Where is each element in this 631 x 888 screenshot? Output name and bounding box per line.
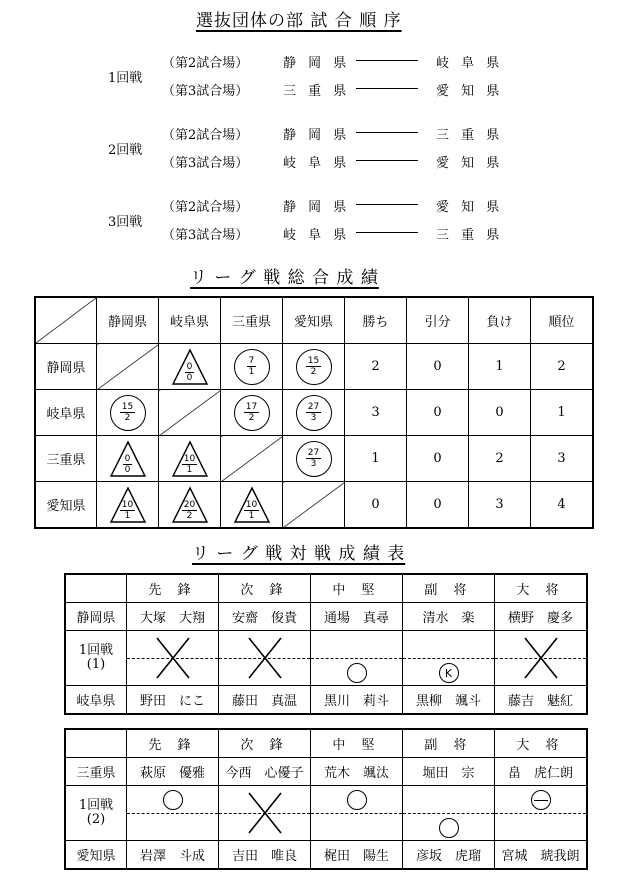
position-header-cell: 中 堅	[311, 729, 403, 758]
position-header-cell: 副 将	[403, 729, 495, 758]
league-team-name: 三重県	[35, 436, 97, 482]
top-team-row	[65, 758, 587, 786]
league-team-name: 静岡県	[35, 344, 97, 390]
away-team: 愛 知 県	[436, 156, 504, 171]
result-row	[65, 631, 587, 686]
win-circle-icon	[110, 395, 146, 431]
court-label: （第2試合場）	[162, 200, 249, 215]
score-points: 27	[307, 448, 320, 458]
player-name: 宮城 琥我朗	[495, 841, 588, 870]
player-name: 梶田 陽生	[311, 841, 403, 870]
mark-wrap	[221, 482, 282, 527]
result-mark-wrap	[495, 790, 586, 810]
bout-result-cell	[495, 786, 588, 841]
league-result-cell	[283, 390, 345, 436]
score-points: 0	[186, 361, 193, 372]
league-lose-cell: 3	[469, 482, 531, 529]
league-result-cell	[97, 390, 159, 436]
top-team-row	[65, 603, 587, 631]
dashed-divider	[311, 658, 402, 659]
round-label: 2回戦	[108, 143, 143, 158]
player-name: 黒柳 颯斗	[403, 686, 495, 715]
bout-result-cell	[127, 786, 219, 841]
vs-line	[356, 232, 418, 233]
league-result-cell	[283, 344, 345, 390]
corner-diagonal-cell	[35, 297, 97, 344]
win-circle-icon	[347, 790, 367, 810]
league-header-cell: 勝ち	[345, 297, 407, 344]
round-label: 1回戦	[78, 643, 114, 658]
score-fraction	[247, 356, 257, 377]
draw-cross-icon	[127, 631, 218, 685]
draw-cross-icon	[495, 631, 586, 685]
league-win-cell: 3	[345, 390, 407, 436]
dashed-divider	[127, 813, 218, 814]
result-mark-wrap	[403, 663, 494, 683]
league-lose-cell: 0	[469, 390, 531, 436]
score-wins: 2	[186, 510, 193, 521]
league-result-cell	[97, 436, 159, 482]
score-fraction	[306, 448, 321, 469]
bottom-team-name: 愛知県	[65, 841, 127, 870]
blank-corner-cell	[65, 574, 127, 603]
league-header-cell: 岐阜県	[159, 297, 221, 344]
win-circle-icon	[296, 441, 332, 477]
player-name: 黒川 莉斗	[311, 686, 403, 715]
schedule-title: 選抜団体の部 試 合 順 序	[196, 11, 402, 31]
league-result-cell	[97, 482, 159, 529]
mark-wrap	[221, 390, 282, 435]
match-table-2	[64, 728, 588, 870]
round-label-cell	[65, 786, 127, 841]
league-header-cell: 引分	[407, 297, 469, 344]
league-team-name: 愛知県	[35, 482, 97, 529]
score-fraction	[171, 362, 209, 383]
position-header-cell: 次 鋒	[219, 574, 311, 603]
league-win-cell: 1	[345, 436, 407, 482]
player-name: 横野 慶多	[495, 603, 588, 631]
mark-wrap	[159, 436, 220, 481]
player-name: 藤田 真温	[219, 686, 311, 715]
score-fraction	[171, 454, 209, 475]
league-header-cell: 負け	[469, 297, 531, 344]
mark-wrap	[159, 344, 220, 389]
loss-triangle-icon	[171, 440, 209, 478]
score-fraction	[306, 402, 321, 423]
mark-wrap	[283, 390, 344, 435]
league-draw-cell: 0	[407, 482, 469, 529]
player-name: 安齋 俊貴	[219, 603, 311, 631]
league-header-cell: 静岡県	[97, 297, 159, 344]
score-points: 10	[121, 499, 134, 510]
bout-result-cell	[311, 786, 403, 841]
away-team: 愛 知 県	[436, 84, 504, 99]
bottom-team-row	[65, 841, 587, 870]
away-team: 三 重 県	[436, 128, 504, 143]
loss-triangle-icon	[171, 486, 209, 524]
league-diagonal-cell	[159, 390, 221, 436]
league-rank-cell: 3	[531, 436, 594, 482]
loss-triangle-icon	[109, 486, 147, 524]
court-label: （第2試合場）	[162, 128, 249, 143]
score-wins: 2	[124, 413, 131, 423]
player-name: 通場 真尋	[311, 603, 403, 631]
player-name: 吉田 唯良	[219, 841, 311, 870]
vs-line	[356, 88, 418, 89]
score-wins: 2	[310, 367, 317, 377]
draw-cross-icon	[219, 786, 310, 840]
win-circle-icon	[296, 395, 332, 431]
position-header-cell: 次 鋒	[219, 729, 311, 758]
league-draw-cell: 0	[407, 436, 469, 482]
player-name: 今西 心優子	[219, 758, 311, 786]
league-diagonal-cell	[221, 436, 283, 482]
league-title: リ ー グ 戦 総 合 成 績	[190, 268, 379, 288]
player-name: 彦坂 虎瑠	[403, 841, 495, 870]
player-name: 大塚 大翔	[127, 603, 219, 631]
position-header-cell: 大 将	[495, 729, 588, 758]
round-label: 1回戦	[108, 71, 143, 86]
score-wins: 0	[186, 372, 193, 383]
league-result-cell	[221, 344, 283, 390]
league-result-cell	[283, 436, 345, 482]
league-row	[35, 344, 593, 390]
result-row	[65, 786, 587, 841]
league-win-cell: 2	[345, 344, 407, 390]
win-circle-icon	[347, 663, 367, 683]
vs-line	[356, 132, 418, 133]
mark-wrap	[221, 344, 282, 389]
position-header-cell: 大 将	[495, 574, 588, 603]
circle-minus-icon	[531, 790, 551, 810]
result-mark-wrap	[403, 818, 494, 838]
league-rank-cell: 1	[531, 390, 594, 436]
top-team-name: 三重県	[65, 758, 127, 786]
league-result-cell	[159, 436, 221, 482]
win-circle-icon	[439, 818, 459, 838]
league-row	[35, 436, 593, 482]
court-label: （第2試合場）	[162, 56, 249, 71]
court-label: （第3試合場）	[162, 84, 249, 99]
bout-result-cell	[403, 786, 495, 841]
league-draw-cell: 0	[407, 390, 469, 436]
round-number: (2)	[86, 812, 106, 827]
bottom-team-row	[65, 686, 587, 715]
league-draw-cell: 0	[407, 344, 469, 390]
player-name: 萩原 優雅	[127, 758, 219, 786]
league-header-cell: 三重県	[221, 297, 283, 344]
league-win-cell: 0	[345, 482, 407, 529]
league-row	[35, 390, 593, 436]
score-fraction	[171, 500, 209, 521]
bout-result-cell	[219, 631, 311, 686]
league-header-cell: 愛知県	[283, 297, 345, 344]
score-wins: 2	[248, 413, 255, 423]
league-table	[34, 296, 594, 529]
mark-wrap	[283, 436, 344, 481]
score-points: 17	[245, 402, 258, 412]
win-circle-icon	[234, 395, 270, 431]
bout-result-cell	[219, 786, 311, 841]
bottom-team-name: 岐阜県	[65, 686, 127, 715]
league-result-cell	[221, 482, 283, 529]
score-fraction	[233, 500, 271, 521]
player-name: 清水 楽	[403, 603, 495, 631]
round-label: 1回戦	[78, 798, 114, 813]
score-fraction	[109, 454, 147, 475]
circle-k-icon: K	[439, 663, 459, 683]
mark-wrap	[97, 390, 158, 435]
score-fraction	[120, 402, 135, 423]
home-team: 三 重 県	[283, 84, 351, 99]
score-wins: 1	[248, 367, 255, 377]
bout-result-cell	[311, 631, 403, 686]
score-wins: 0	[124, 464, 131, 475]
score-wins: 1	[186, 464, 193, 475]
mark-wrap	[97, 482, 158, 527]
court-label: （第3試合場）	[162, 228, 249, 243]
score-points: 7	[248, 356, 255, 366]
player-name: 堀田 宗	[403, 758, 495, 786]
bout-result-cell	[403, 631, 495, 686]
score-points: 10	[183, 453, 196, 464]
score-fraction	[244, 402, 259, 423]
loss-triangle-icon	[109, 440, 147, 478]
score-wins: 1	[248, 510, 255, 521]
home-team: 岐 阜 県	[283, 228, 351, 243]
dashed-divider	[495, 813, 586, 814]
score-points: 15	[307, 356, 320, 366]
league-rank-cell: 2	[531, 344, 594, 390]
position-header-cell: 先 鋒	[127, 729, 219, 758]
score-points: 27	[307, 402, 320, 412]
result-mark-wrap	[127, 790, 218, 810]
vs-line	[356, 160, 418, 161]
mark-wrap	[97, 436, 158, 481]
result-mark-wrap	[311, 663, 402, 683]
away-team: 三 重 県	[436, 228, 504, 243]
score-points: 20	[183, 499, 196, 510]
league-result-cell	[221, 390, 283, 436]
position-header-row	[65, 574, 587, 603]
league-header-cell: 順位	[531, 297, 594, 344]
player-name: 野田 にこ	[127, 686, 219, 715]
league-rank-cell: 4	[531, 482, 594, 529]
match-table-1	[64, 573, 588, 715]
score-wins: 3	[310, 459, 317, 469]
vs-line	[356, 204, 418, 205]
blank-corner-cell	[65, 729, 127, 758]
dashed-divider	[311, 813, 402, 814]
home-team: 岐 阜 県	[283, 156, 351, 171]
score-fraction	[306, 356, 321, 377]
player-name: 荒木 颯汰	[311, 758, 403, 786]
league-diagonal-cell	[283, 482, 345, 529]
away-team: 岐 阜 県	[436, 56, 504, 71]
away-team: 愛 知 県	[436, 200, 504, 215]
league-team-name: 岐阜県	[35, 390, 97, 436]
league-diagonal-cell	[97, 344, 159, 390]
loss-triangle-icon	[233, 486, 271, 524]
home-team: 静 岡 県	[283, 200, 351, 215]
score-fraction	[109, 500, 147, 521]
player-name: 岩澤 斗成	[127, 841, 219, 870]
round-label-cell	[65, 631, 127, 686]
league-lose-cell: 2	[469, 436, 531, 482]
position-header-cell: 副 将	[403, 574, 495, 603]
league-header-row	[35, 297, 593, 344]
vs-line	[356, 60, 418, 61]
round-number: (1)	[86, 657, 106, 672]
home-team: 静 岡 県	[283, 56, 351, 71]
league-result-cell	[159, 344, 221, 390]
win-circle-icon	[163, 790, 183, 810]
position-header-row	[65, 729, 587, 758]
player-name: 畠 虎仁朗	[495, 758, 588, 786]
bout-result-cell	[127, 631, 219, 686]
position-header-cell: 先 鋒	[127, 574, 219, 603]
bout-result-cell	[495, 631, 588, 686]
draw-cross-icon	[219, 631, 310, 685]
score-points: 15	[121, 402, 134, 412]
dashed-divider	[403, 813, 494, 814]
league-lose-cell: 1	[469, 344, 531, 390]
position-header-cell: 中 堅	[311, 574, 403, 603]
score-points: 0	[124, 453, 131, 464]
mark-wrap	[159, 482, 220, 527]
win-circle-icon	[296, 349, 332, 385]
dashed-divider	[403, 658, 494, 659]
player-name: 藤吉 魅紅	[495, 686, 588, 715]
league-result-cell	[159, 482, 221, 529]
top-team-name: 静岡県	[65, 603, 127, 631]
court-label: （第3試合場）	[162, 156, 249, 171]
loss-triangle-icon	[171, 348, 209, 386]
win-circle-icon	[234, 349, 270, 385]
score-wins: 3	[310, 413, 317, 423]
score-points: 10	[245, 499, 258, 510]
mark-wrap	[283, 344, 344, 389]
result-mark-wrap	[311, 790, 402, 810]
league-row	[35, 482, 593, 529]
home-team: 静 岡 県	[283, 128, 351, 143]
match-results-title: リ ー グ 戦 対 戦 成 績 表	[192, 544, 406, 564]
round-label: 3回戦	[108, 215, 143, 230]
score-wins: 1	[124, 510, 131, 521]
